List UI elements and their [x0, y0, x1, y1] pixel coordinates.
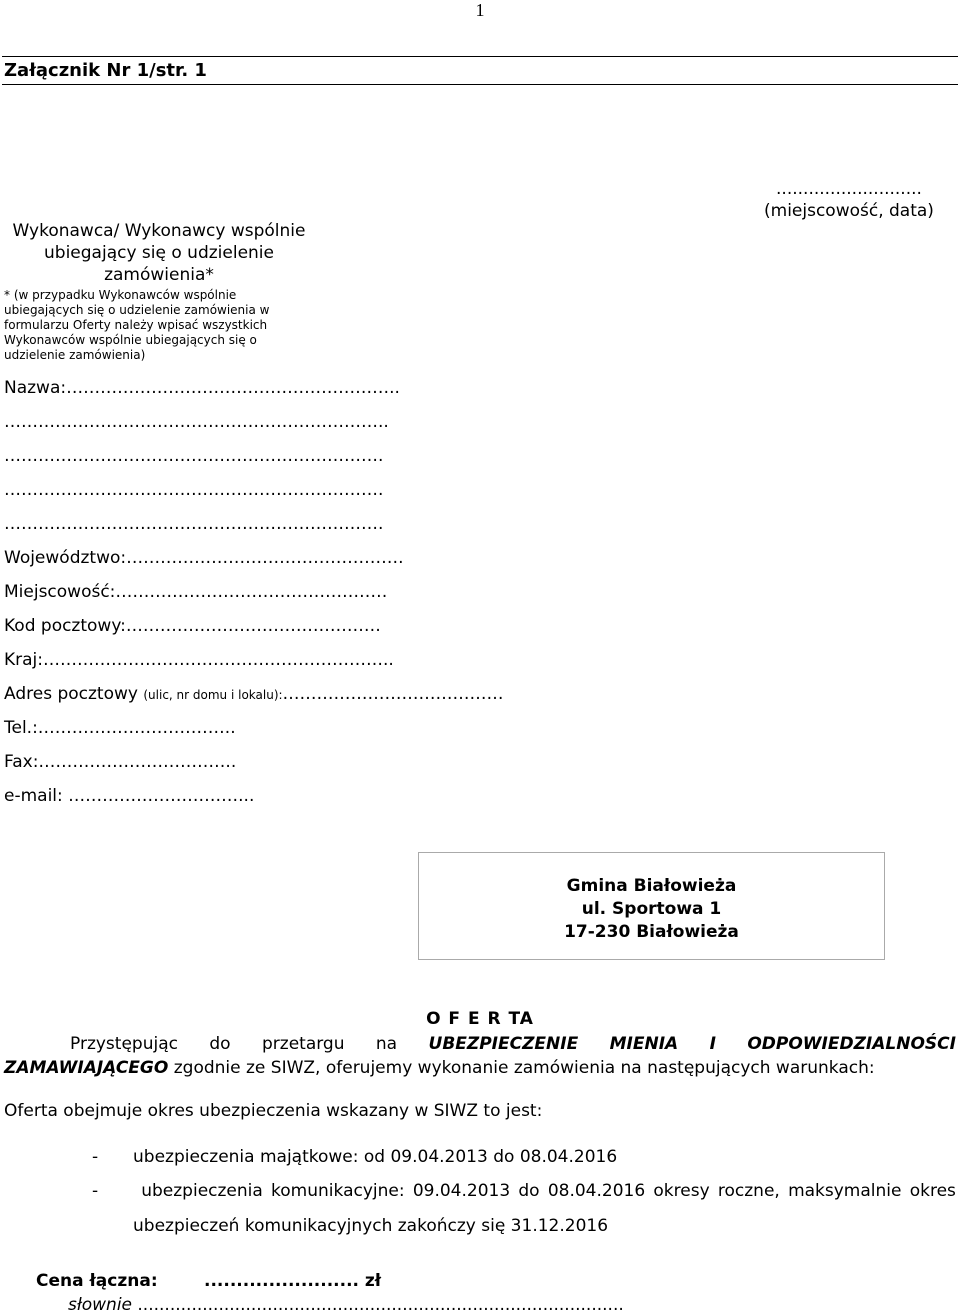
offer-word: Przystępując [70, 1034, 178, 1054]
email-field[interactable]: e-mail: …………………………... [4, 786, 255, 806]
phone-field[interactable]: Tel.:…………………………….. [4, 718, 236, 738]
offer-title: O F E R TA [426, 1009, 534, 1029]
offer-paragraph [4, 1032, 956, 1080]
item-motor-word: okresy [653, 1181, 710, 1201]
date-label: (miejscowość, data) [764, 201, 934, 221]
offer-word: na [375, 1034, 398, 1054]
offer-word: do [209, 1034, 231, 1054]
price-label: Cena łączna: [36, 1271, 158, 1291]
offer-subject: I [709, 1034, 716, 1054]
voivodeship-field[interactable]: Województwo:…………………………………………. [4, 548, 404, 568]
offer-subject: ODPOWIEDZIALNOŚCI [747, 1034, 956, 1054]
page-number: 1 [475, 0, 485, 20]
item-motor-word: komunikacyjne: [271, 1181, 405, 1201]
item-motor-word: roczne, [717, 1181, 780, 1201]
item-motor-word: 08.04.2016 [547, 1181, 646, 1201]
name-line-5[interactable]: …………………………………………………………. [4, 514, 384, 534]
postal-code-field[interactable]: Kod pocztowy:……………………………………… [4, 616, 381, 636]
recipient-postal: 17-230 Białowieża [564, 922, 739, 942]
name-line-2[interactable]: ………………………………………………………….. [4, 412, 389, 432]
offer-subject: MIENIA [609, 1034, 679, 1054]
name-field[interactable]: Nazwa:………………………………………………….. [4, 378, 400, 398]
name-line-4[interactable]: …………………………………………………………. [4, 480, 384, 500]
name-line-3[interactable]: …………………………………………………………. [4, 446, 384, 466]
country-field[interactable]: Kraj:…………………………………………………….. [4, 650, 394, 670]
city-field[interactable]: Miejscowość:………………………………………… [4, 582, 388, 602]
date-dots: ........................... [776, 179, 922, 199]
item-motor-word: ubezpieczenia [141, 1181, 263, 1201]
price-in-words[interactable] [68, 1295, 624, 1315]
item-motor-word: 09.04.2013 [412, 1181, 511, 1201]
words-label: słownie [68, 1295, 132, 1315]
price-value[interactable]: ........................ zł [204, 1271, 382, 1291]
header-rule-bottom [2, 84, 958, 85]
vendor-block [4, 220, 314, 363]
recipient-street: ul. Sportowa 1 [581, 899, 722, 919]
offer-rest: zgodnie ze SIWZ, oferujemy wykonanie zamówienia na następujących warunkach: [168, 1058, 875, 1078]
offer-subject: ZAMAWIAJĄCEGO [4, 1058, 169, 1078]
fax-field[interactable]: Fax:…………………………….. [4, 752, 237, 772]
item-motor [92, 1174, 956, 1244]
date-field[interactable] [764, 178, 934, 222]
words-dots: .......................................................................................... [132, 1295, 624, 1315]
address-hint: (ulic, nr domu i lokalu): [143, 688, 283, 702]
item-property-text: ubezpieczenia majątkowe: od 09.04.2013 do 08.04.2016 [133, 1147, 618, 1167]
item-motor-word: okres [909, 1181, 956, 1201]
item-motor-line-2: ubezpieczeń komunikacyjnych zakończy się 31.12.2016 [133, 1216, 609, 1236]
header-rule-top [2, 56, 958, 57]
vendor-title: Wykonawca/ Wykonawcy wspólnie ubiegający się o udzielenie zamówienia* [12, 221, 306, 285]
offer-word: przetargu [261, 1034, 345, 1054]
scope-intro: Oferta obejmuje okres ubezpieczenia wskazany w SIWZ to jest: [4, 1101, 543, 1121]
address-dots: ………………………………… [282, 684, 504, 704]
item-dash: - [92, 1147, 99, 1167]
address-label: Adres pocztowy [4, 684, 138, 704]
recipient-box [418, 852, 885, 960]
item-dash: - [92, 1181, 99, 1201]
recipient-name: Gmina Białowieża [566, 876, 737, 896]
item-motor-word: do [518, 1181, 540, 1201]
address-field[interactable] [4, 684, 504, 704]
item-motor-word: maksymalnie [788, 1181, 902, 1201]
vendor-note: * (w przypadku Wykonawców wspólnie ubiegających się o udzielenie zamówienia w formularzu Oferty należy wpisać wszystkich Wykonawców wspólnie ubiegających się o udzielenie zamówienia) [4, 288, 270, 362]
offer-subject: UBEZPIECZENIE [428, 1034, 579, 1054]
annex-title: Załącznik Nr 1/str. 1 [4, 60, 207, 81]
item-property [92, 1147, 617, 1167]
